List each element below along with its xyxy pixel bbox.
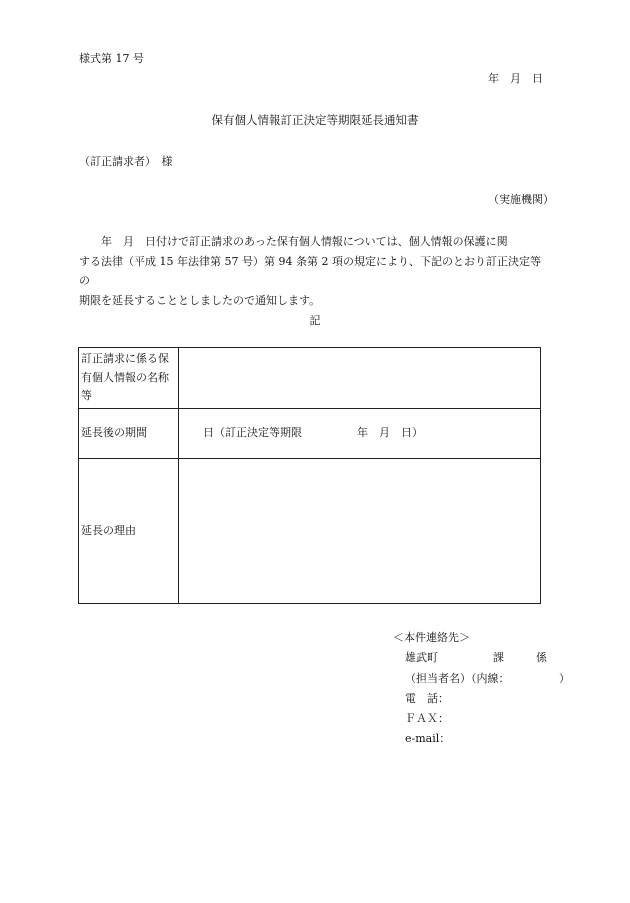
row-value-period: 日（訂正決定等期限 年 月 日） [203,426,423,439]
contact-person: （担当者名）（内線： ） [405,671,570,685]
contact-block [393,628,570,750]
recipient-line: （訂正請求者） 様 [79,155,173,168]
ki-heading: 記 [309,314,321,327]
table-row-name [79,348,540,409]
contact-heading: ＜本件連絡先＞ [393,631,470,644]
body-line-3: 期限を延長することとしましたので通知します。 [79,293,321,307]
body-text [79,232,545,310]
row-label-reason: 延長の理由 [79,459,179,604]
body-line-2: する法律（平成 15 年法律第 57 号）第 94 条第 2 項の規定により、下記のとおり訂正決定等の [79,254,541,287]
row-label-period: 延長後の期間 [79,409,179,458]
info-table [78,347,541,604]
contact-dept: 雄武町 [405,651,438,665]
date-line: 年 月 日 [488,72,543,85]
table-row-reason [79,459,540,604]
contact-email: e-mail： [405,732,451,746]
issuer-line: （実施機関） [488,193,554,206]
document-title: 保有個人情報訂正決定等期限延長通知書 [211,113,419,127]
contact-ka: 課 [493,651,504,665]
contact-kakari: 係 [536,651,547,665]
contact-fax: ＦＡＸ： [405,712,449,726]
row-label-name: 訂正請求に係る保有個人情報の名称等 [79,348,179,408]
table-row-period [79,409,540,459]
form-number: 様式第 17 号 [79,52,144,65]
contact-phone: 電 話： [405,691,449,705]
contact-dept-row [393,648,570,668]
body-line-1: 年 月 日付けで訂正請求のあった保有個人情報については、個人情報の保護に関 [79,235,508,248]
